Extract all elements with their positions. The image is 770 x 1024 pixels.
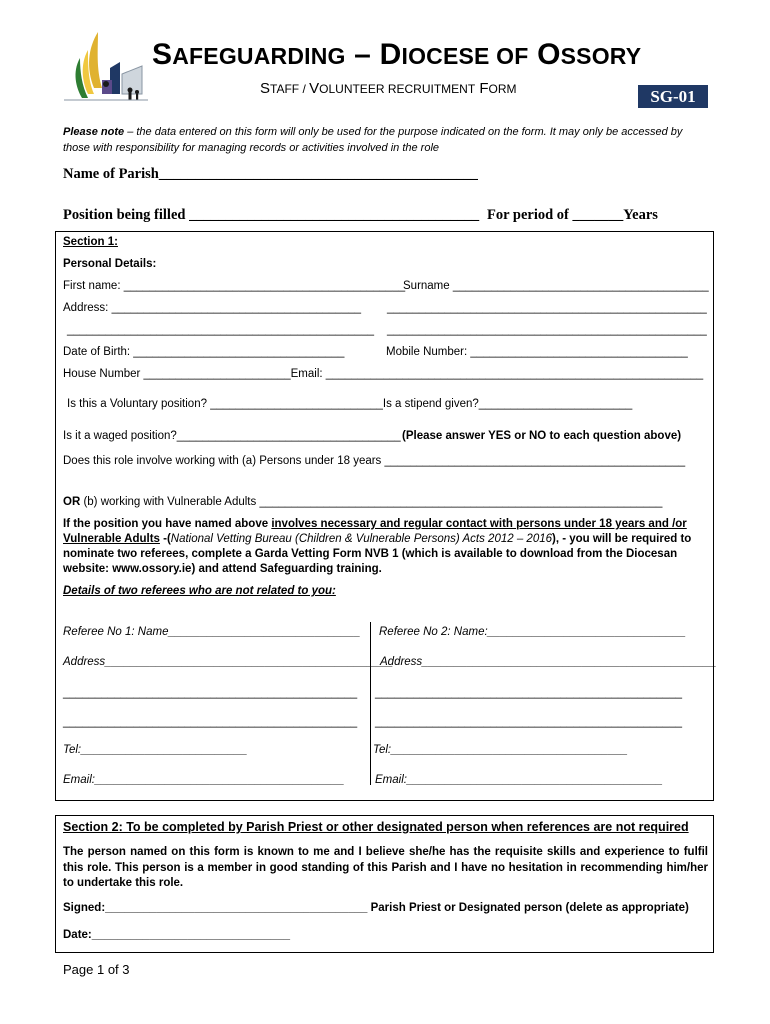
diocese-logo <box>58 28 150 110</box>
referee-2-address-field[interactable]: Address______________________________________________ <box>380 656 717 668</box>
address-line-left-2[interactable]: ________________________________________________ <box>67 324 374 336</box>
page-title: SAFEGUARDING – DIOCESE OF OSSORY <box>152 38 642 71</box>
privacy-note: Please note – the data entered on this form will only be used for the purpose indicated on the form. It may only be accessed by those with responsibility for managing records or activities involved in the role <box>63 126 683 154</box>
referees-heading: Details of two referees who are not related to you: <box>63 585 336 597</box>
waged-position-question[interactable]: Is it a waged position?___________________________________ <box>63 430 401 442</box>
referee-2-address-line-3[interactable]: ________________________________________________ <box>375 716 682 728</box>
address-field[interactable]: Address: _______________________________________ <box>63 302 362 314</box>
date-field[interactable]: Date:_______________________________ <box>63 929 291 941</box>
signed-field[interactable]: Signed:_________________________________________ Parish Priest or Designated person (delete as appropriate) <box>63 902 689 914</box>
mobile-number-field[interactable]: Mobile Number: __________________________________ <box>386 346 688 358</box>
vetting-requirement-paragraph: If the position you have named above involves necessary and regular contact with persons under 18 years and /or Vulnerable Adults -(National Vetting Bureau (Children & Vulnerable Persons) Acts 2012 – 2016), - you will be required to nominate two referees, complete a Garda Vetting Form NVB 1 (which is available to download from the Diocesan website: www.ossory.ie) and attend Safeguarding training. <box>63 518 692 575</box>
voluntary-stipend-question[interactable]: Is this a Voluntary position? ___________________________Is a stipend given?________________________ <box>67 398 633 410</box>
date-of-birth-field[interactable]: Date of Birth: _________________________________ <box>63 346 345 358</box>
page-number: Page 1 of 3 <box>63 962 130 977</box>
personal-details-heading: Personal Details: <box>63 258 157 270</box>
section-2-statement: The person named on this form is known to me and I believe she/he has the requisite skills and experience to fulfil this role. This person is a member in good standing of this Parish and I have no hesitation in recommending him/her to undertake this role. <box>63 846 708 889</box>
form-subtitle: STAFF / VOLUNTEER RECRUITMENT FORM <box>260 80 517 97</box>
period-years-field[interactable]: For period of _______Years <box>487 207 658 223</box>
vulnerable-adults-question[interactable]: OR (b) working with Vulnerable Adults _______________________________________________________________ <box>63 496 663 508</box>
position-field[interactable]: Position being filled ________________________________________ <box>63 207 480 223</box>
section-1-heading: Section 1: <box>63 236 118 248</box>
referee-2-name-field[interactable]: Referee No 2: Name:_______________________________ <box>379 626 686 638</box>
under-18-question[interactable]: Does this role involve working with (a) Persons under 18 years _______________________________________________ <box>63 455 686 467</box>
referee-1-tel-field[interactable]: Tel:__________________________ <box>63 744 248 756</box>
referee-2-address-line-2[interactable]: ________________________________________________ <box>375 687 682 699</box>
form-code-badge: SG-01 <box>638 85 708 108</box>
parish-name-field[interactable]: Name of Parish____________________________________________ <box>63 166 478 182</box>
section-2-heading: Section 2: To be completed by Parish Priest or other designated person when references are not required <box>63 820 689 834</box>
referee-2-tel-field[interactable]: Tel:_____________________________________ <box>373 744 628 756</box>
surname-field[interactable]: Surname ________________________________________ <box>403 280 709 292</box>
answer-instruction: (Please answer YES or NO to each question above) <box>402 430 682 442</box>
first-name-field[interactable]: First name: ____________________________________________ <box>63 280 406 292</box>
referee-2-email-field[interactable]: Email:________________________________________ <box>375 774 663 786</box>
referee-column-divider <box>370 622 371 785</box>
referee-1-email-field[interactable]: Email:_______________________________________ <box>63 774 345 786</box>
address-line-right-2[interactable]: __________________________________________________ <box>387 324 707 336</box>
referee-1-address-line-3[interactable]: ______________________________________________ <box>63 716 358 728</box>
address-line-right-1[interactable]: __________________________________________________ <box>387 302 707 314</box>
house-number-email-field[interactable]: House Number _______________________Email: ___________________________________________________________ <box>63 368 704 380</box>
referee-1-address-line-2[interactable]: ______________________________________________ <box>63 687 358 699</box>
referee-1-address-field[interactable]: Address_____________________________________________ <box>63 656 393 668</box>
referee-1-name-field[interactable]: Referee No 1: Name______________________________ <box>63 626 361 638</box>
